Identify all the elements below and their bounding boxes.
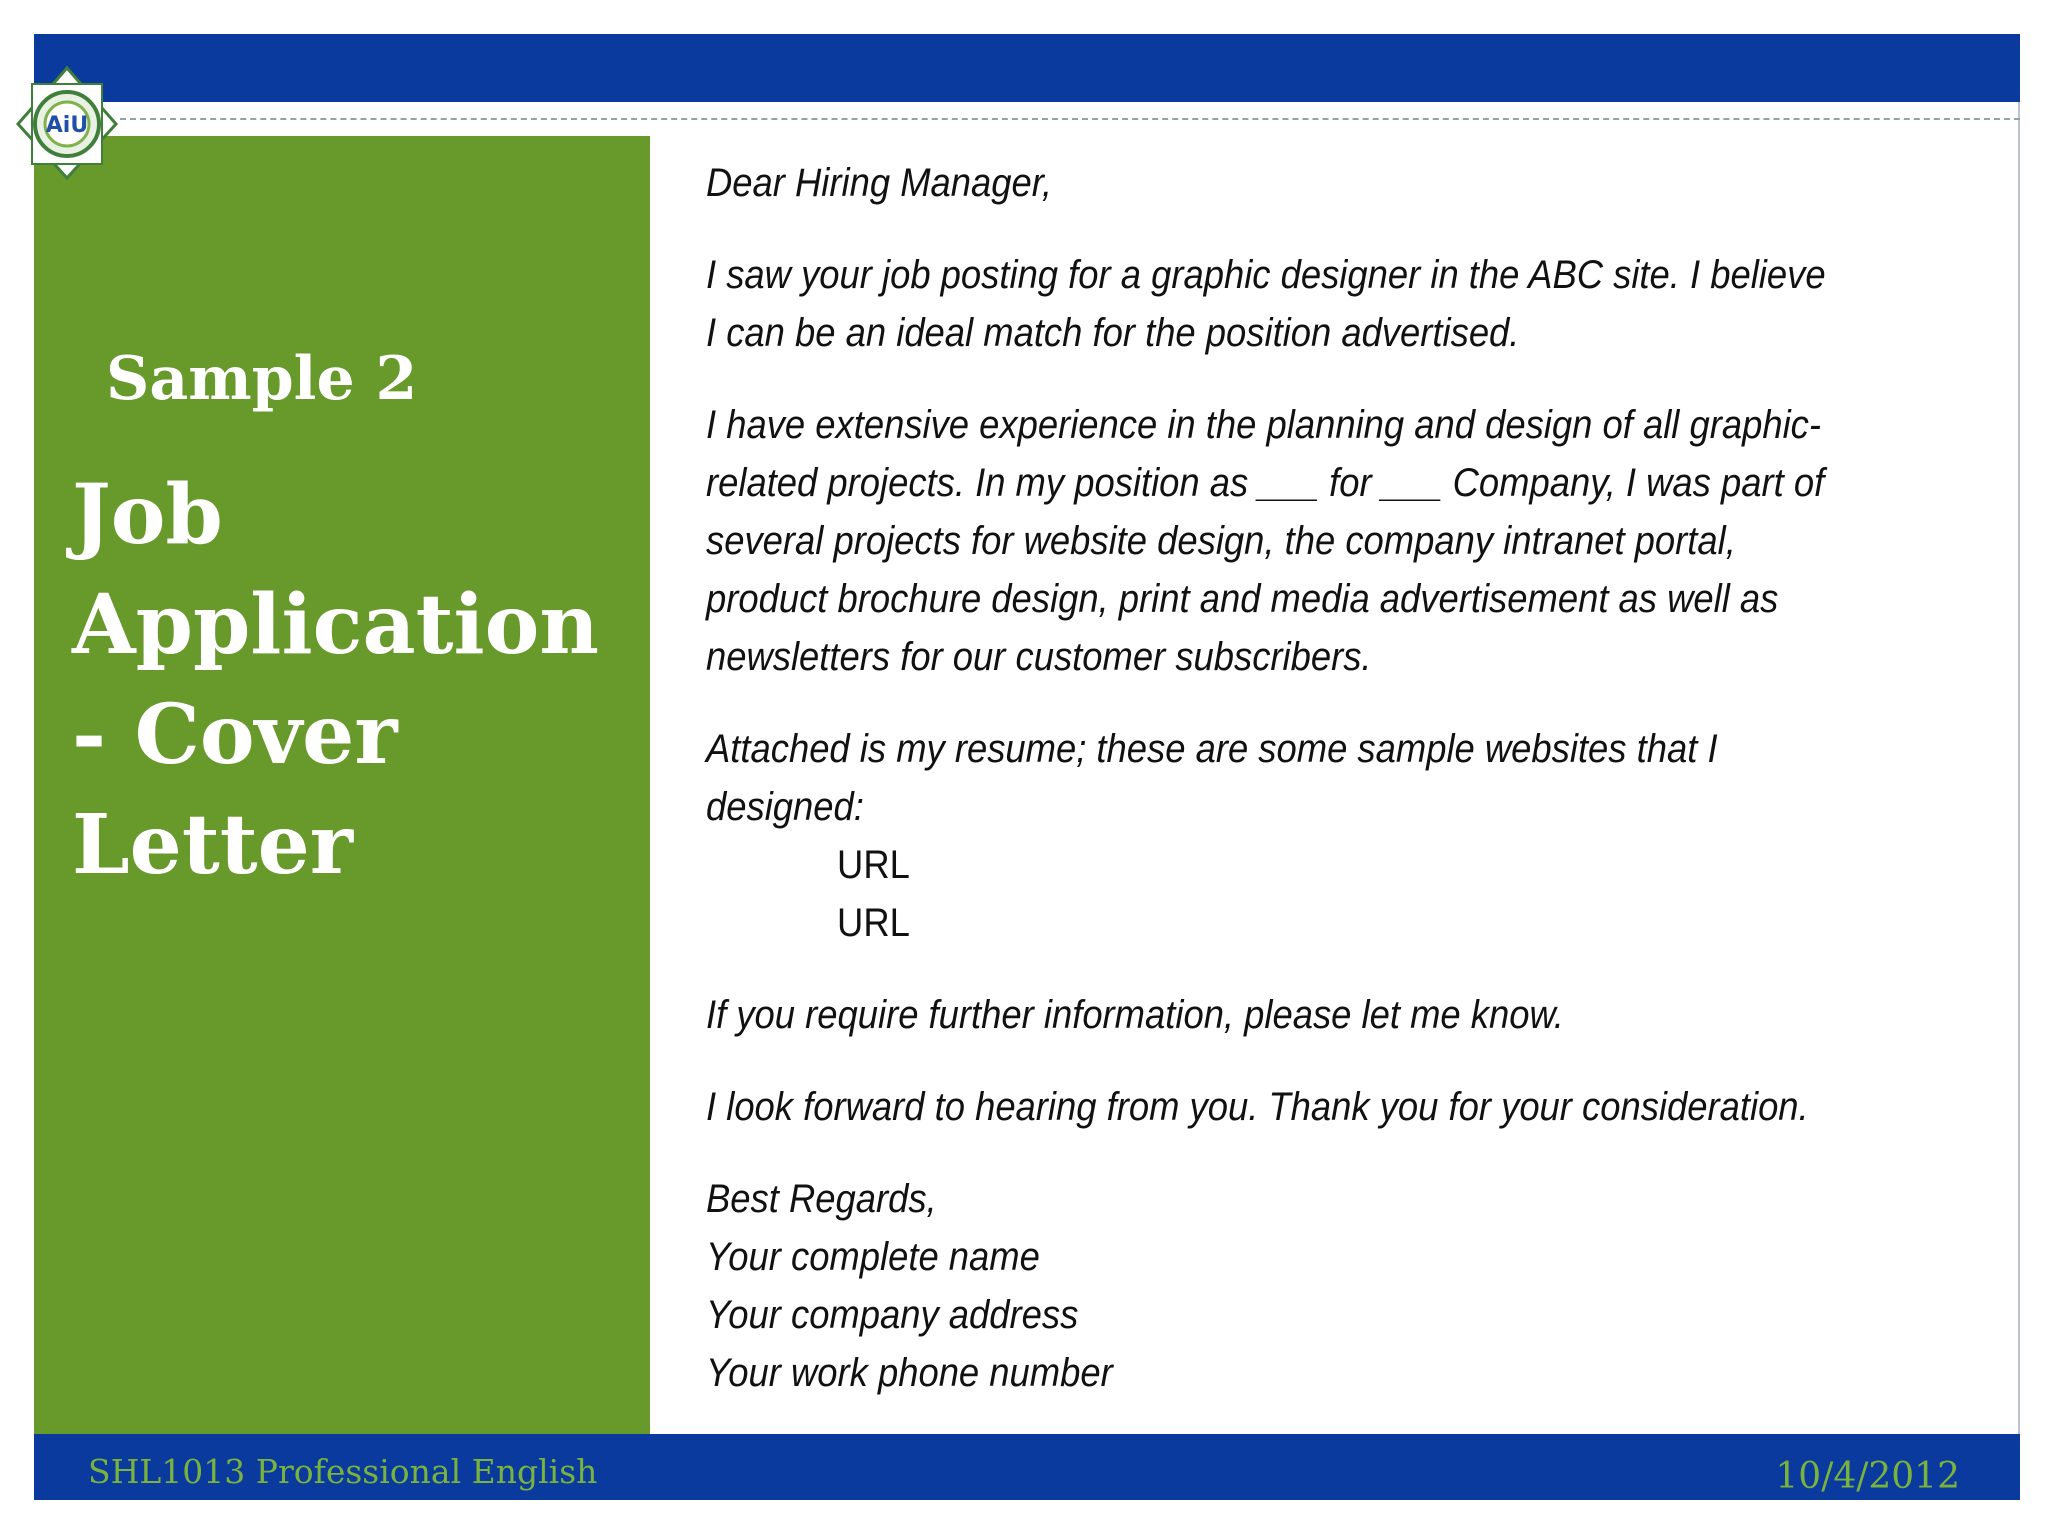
closing-block [706,1170,1880,1402]
url-placeholder: URL [837,901,910,945]
paragraph-line: Attached is my resume; these are some sample websites that I [706,727,1718,771]
paragraph-line: I look forward to hearing from you. Thank you for your consideration. [706,1085,1809,1129]
title-line: Job [72,467,223,563]
salutation [706,154,1880,212]
footer-date: 10/4/2012 [1775,1456,1960,1497]
title-line: Letter [72,797,353,893]
paragraph-line: I saw your job posting for a graphic designer in the ABC site. I believe [706,253,1826,297]
salutation-text: Dear Hiring Manager, [706,161,1052,205]
paragraph-line: several projects for website design, the company intranet portal, [706,519,1736,563]
paragraph-further-info [706,986,1880,1044]
paragraph-line: I have extensive experience in the planning and design of all graphic- [706,403,1821,447]
slide-title [72,460,642,900]
closing-line: Your work phone number [706,1351,1113,1395]
sample-label: Sample 2 [106,344,418,414]
paragraph-experience [706,396,1880,686]
aiu-university-seal-icon [14,66,120,182]
footer-course: SHL1013 Professional English [88,1452,598,1491]
header-dashed-divider [120,118,2020,120]
svg-text:AiU: AiU [45,113,89,138]
paragraph-intro [706,246,1880,362]
closing-line: Your complete name [706,1235,1040,1279]
paragraph-line: newsletters for our customer subscribers. [706,635,1372,679]
paragraph-line: related projects. In my position as ___ for ___ Company, I was part of [706,461,1825,505]
cover-letter-body [706,154,1880,1436]
paragraph-thanks [706,1078,1880,1136]
paragraph-line: If you require further information, please let me know. [706,993,1564,1037]
header-bar [34,34,2020,102]
paragraph-line: product brochure design, print and media advertisement as well as [706,577,1779,621]
paragraph-attachments [706,720,1880,952]
closing-line: Best Regards, [706,1177,937,1221]
closing-line: Your company address [706,1293,1079,1337]
title-line: Application [72,577,599,673]
paragraph-line: I can be an ideal match for the position advertised. [706,311,1520,355]
title-line: - Cover [72,687,398,783]
url-placeholder: URL [837,843,910,887]
paragraph-line: designed: [706,785,864,829]
